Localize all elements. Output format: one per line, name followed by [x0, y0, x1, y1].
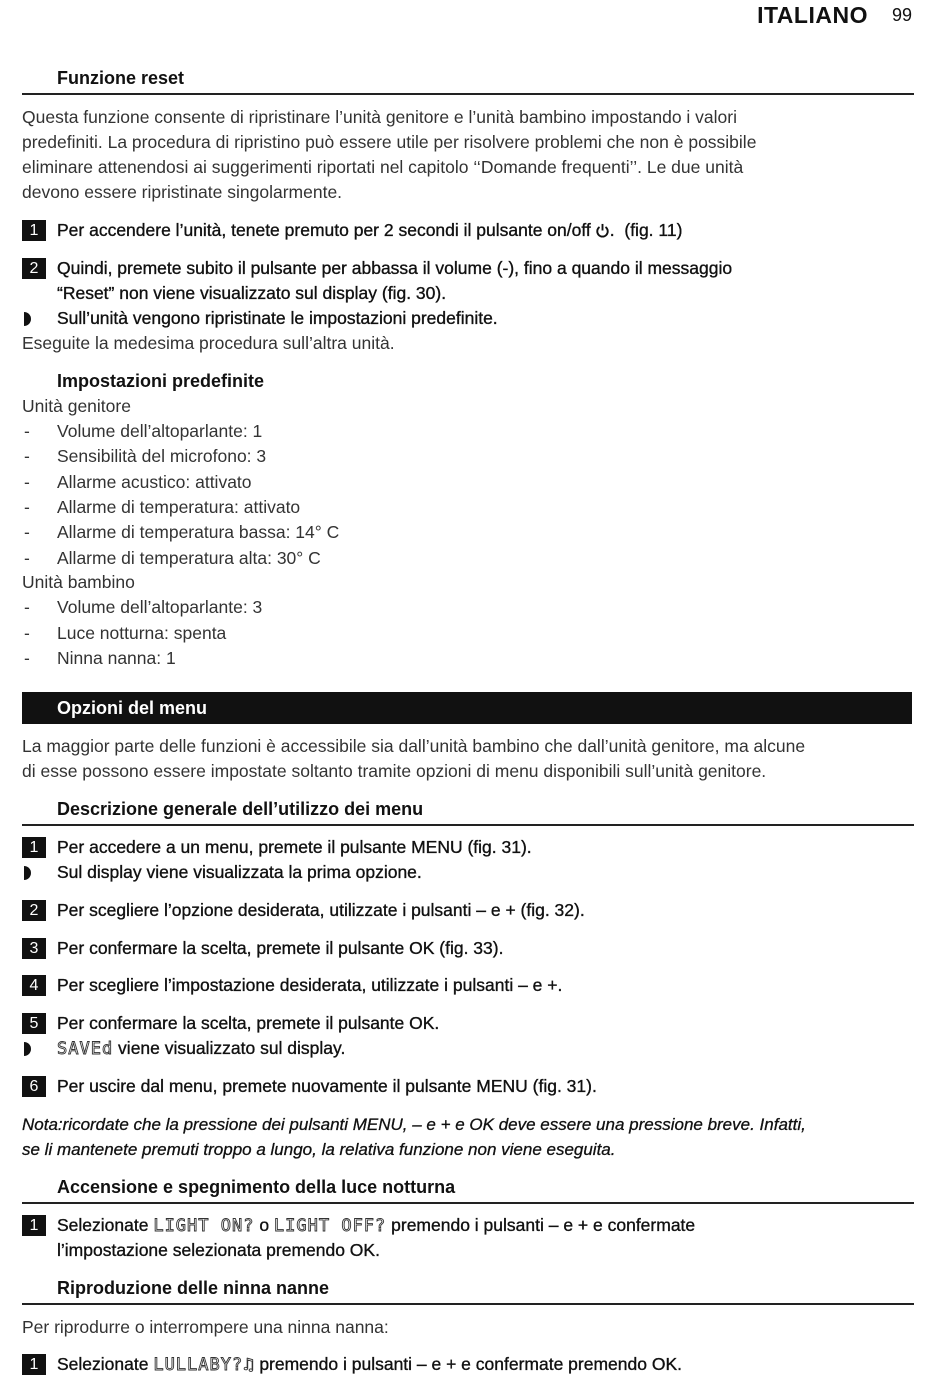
defaults-parent-label: Unità genitore — [22, 396, 131, 416]
list-dash: - — [24, 548, 30, 568]
menu-step-4: Per scegliere l’impostazione desiderata, utilizzate i pulsanti – e +. — [57, 975, 563, 995]
display-text-light-on: LIGHT ON? — [153, 1216, 255, 1236]
reset-result: Sull’unità vengono ripristinate le impostazioni predefinite. — [57, 308, 498, 328]
section-rule — [22, 824, 914, 826]
reset-step-2-line: Quindi, premete subito il pulsante per abbassa il volume (-), fino a quando il messaggio — [57, 258, 733, 278]
defaults-title: Impostazioni predefinite — [57, 371, 265, 391]
list-dash: - — [24, 648, 30, 668]
section-title-reset: Funzione reset — [57, 68, 185, 88]
display-text-lullaby: LULLABY?♫ — [153, 1355, 255, 1375]
section-title-menu-overview: Descrizione generale dell’utilizzo dei menu — [57, 799, 424, 819]
chapter-title-bar — [22, 692, 912, 724]
reset-intro-line: eliminare attenendosi ai suggerimenti riportati nel capitolo ‘‘Domande frequenti’’. Le due unità — [22, 157, 744, 177]
list-dash: - — [24, 472, 30, 492]
reset-intro-line: Questa funzione consente di ripristinare l’unità genitore e l’unità bambino impostando i valori — [22, 107, 737, 127]
menu-step-1: Per accedere a un menu, premete il pulsante MENU (fig. 31). — [57, 837, 532, 857]
step-number-badge: 2 — [22, 258, 46, 279]
step-number-badge: 1 — [22, 1354, 46, 1375]
list-item: Volume dell’altoparlante: 3 — [57, 597, 263, 617]
section-rule — [22, 1202, 914, 1204]
step-number-badge: 1 — [22, 220, 46, 241]
lullaby-step-text: premendo i pulsanti – e + e confermate premendo OK. — [254, 1354, 682, 1374]
step-number-badge: 4 — [22, 975, 46, 996]
power-icon — [595, 220, 610, 245]
display-text-saved: SAVEd — [57, 1039, 114, 1059]
night-light-step-line-2: l’impostazione selezionata premendo OK. — [57, 1240, 380, 1260]
menu-step-1-result: Sul display viene visualizzata la prima opzione. — [57, 862, 422, 882]
night-light-step-line — [57, 1213, 695, 1238]
step-number-badge: 3 — [22, 938, 46, 959]
display-text-light-off: LIGHT OFF? — [273, 1216, 387, 1236]
page-number: 99 — [891, 4, 912, 25]
note-line: Nota:ricordate che la pressione dei pulsanti MENU, – e + e OK deve essere una pressione breve. Infatti, — [22, 1115, 806, 1134]
list-dash: - — [24, 597, 30, 617]
language-label: ITALIANO — [757, 1, 868, 28]
menu-step-5: Per confermare la scelta, premete il pulsante OK. — [57, 1013, 440, 1033]
step-number-badge: 1 — [22, 1215, 46, 1236]
list-item: Allarme acustico: attivato — [57, 472, 252, 492]
reset-step-1-figure: . (fig. 11) — [609, 220, 683, 240]
list-item: Allarme di temperatura alta: 30° C — [57, 548, 321, 568]
note-line: se li mantenete premuti troppo a lungo, la relativa funzione non viene eseguita. — [22, 1140, 616, 1159]
reset-step-1 — [57, 218, 682, 243]
step-number-badge: 6 — [22, 1076, 46, 1097]
defaults-child-label: Unità bambino — [22, 572, 135, 592]
list-item: Sensibilità del microfono: 3 — [57, 446, 267, 466]
step-number-badge: 2 — [22, 900, 46, 921]
section-rule — [22, 1303, 914, 1305]
night-light-step-text: premendo i pulsanti – e + e confermate — [386, 1215, 696, 1235]
list-dash: - — [24, 623, 30, 643]
reset-intro-line: predefiniti. La procedura di ripristino può essere utile per risolvere problemi che non è possibile — [22, 132, 757, 152]
reset-intro-line: devono essere ripristinate singolarmente. — [22, 182, 343, 202]
list-item: Ninna nanna: 1 — [57, 648, 176, 668]
night-light-step-text: o — [254, 1215, 274, 1235]
reset-note: Eseguite la medesima procedura sull’altra unità. — [22, 333, 395, 353]
lullaby-step-line — [57, 1352, 682, 1377]
list-item: Allarme di temperatura bassa: 14° C — [57, 522, 340, 542]
step-number-badge: 5 — [22, 1013, 46, 1034]
lullaby-intro: Per riprodurre o interrompere una ninna nanna: — [22, 1317, 389, 1337]
list-item: Luce notturna: spenta — [57, 623, 227, 643]
result-bullet-icon — [24, 866, 31, 880]
section-title-lullaby: Riproduzione delle ninna nanne — [57, 1278, 330, 1298]
section-title-night-light: Accensione e spegnimento della luce notturna — [57, 1177, 456, 1197]
menu-step-6: Per uscire dal menu, premete nuovamente il pulsante MENU (fig. 31). — [57, 1076, 597, 1096]
lullaby-step-text: Selezionate — [57, 1354, 154, 1374]
chapter-title: Opzioni del menu — [57, 698, 208, 718]
reset-step-1-text: Per accendere l’unità, tenete premuto per 2 secondi il pulsante on/off — [57, 220, 591, 240]
result-bullet-icon — [24, 312, 31, 326]
menu-intro-line: di esse possono essere impostate soltanto tramite opzioni di menu disponibili sull’unità genitore. — [22, 761, 767, 781]
list-dash: - — [24, 497, 30, 517]
list-item: Volume dell’altoparlante: 1 — [57, 421, 263, 441]
menu-step-3: Per confermare la scelta, premete il pulsante OK (fig. 33). — [57, 938, 504, 958]
reset-step-2-line: “Reset” non viene visualizzato sul display (fig. 30). — [57, 283, 447, 303]
menu-step-5-result-text: viene visualizzato sul display. — [113, 1038, 346, 1058]
list-dash: - — [24, 421, 30, 441]
section-rule — [22, 93, 914, 95]
page-header — [757, 0, 912, 30]
night-light-step-text: Selezionate — [57, 1215, 154, 1235]
menu-intro-line: La maggior parte delle funzioni è accessibile sia dall’unità bambino che dall’unità genitore, ma alcune — [22, 736, 806, 756]
list-dash: - — [24, 446, 30, 466]
step-number-badge: 1 — [22, 837, 46, 858]
list-item: Allarme di temperatura: attivato — [57, 497, 301, 517]
result-bullet-icon — [24, 1042, 31, 1056]
menu-step-2: Per scegliere l’opzione desiderata, utilizzate i pulsanti – e + (fig. 32). — [57, 900, 585, 920]
list-dash: - — [24, 522, 30, 542]
menu-step-5-result — [57, 1036, 345, 1061]
